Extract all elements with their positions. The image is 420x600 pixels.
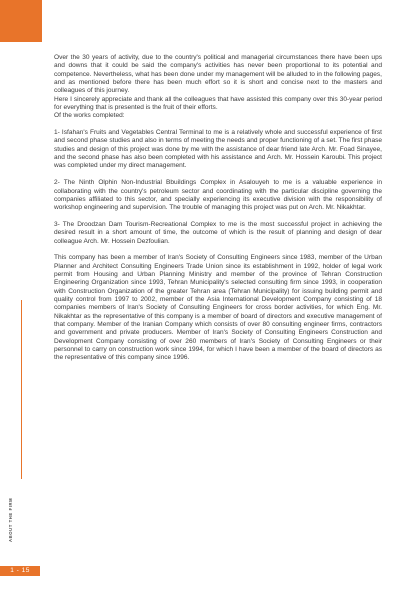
section-side-label: ABOUT THE FIRM xyxy=(8,497,13,542)
page-number-badge: 1 - 15 xyxy=(0,566,40,576)
work-item-3: 3- The Droodzan Dam Tourism-Recreational Complex to me is the most successful project in achieving the desired result in a short amount of time, the outcome of which is the result of planning and design of dear colleague Arch. Mr. Hossein Dezfoulian. xyxy=(54,220,382,245)
works-heading: Of the works completed: xyxy=(54,112,125,120)
company-memberships-paragraph: This company has been a member of Iran's Society of Consulting Engineers since 1983, member of the Urban Planner and Architect Consulting Engineers Trade Union since its establishment in 1992, holder of legal work permit from Housing and Urban Planning Ministry and member of the province of Tehran Construction Engineering Organization since 1993, Tehran Municipality's selected consulting firm since 1993, in cooperation with Construction Organization of the greater Tehran area (Tehran Municipality) for issuing building permit and quality control from 1997 to 2002, member of the Asia International Development Company consisting of 18 companies members of Iran's Society of Consulting Engineers for cross border activities, for which Eng. Mr. Nikakhtar as the representative of this company is a member of board of directors and executive management of that company. Member of the Iranian Company which consists of over 80 consulting engineer firms, contractors and government and private producers. Member of Iran's Society of Consulting Engineers Construction and Development Company consisting of over 260 members of Iran's Society of Consulting Engineers or their personnel to carry on construction work since 1994, for which I have been a member of the board of directors as the representative of this company since 1996. xyxy=(54,254,382,362)
appreciation-paragraph: Here I sincerely appreciate and thank all the colleagues that have assisted this company over this 30-year period for everything that is presented is the fruit of their efforts. xyxy=(54,95,382,112)
intro-paragraph: Over the 30 years of activity, due to the country's political and managerial circumstances there have been ups and downs that it could be said the company's activities has never been proportional to its potential and competence. Nevertheless, what has been done under my management will be alluded to in the following pages, and as mentioned before there has been much effort so it is short and concise next to the masters and colleagues of this journey. xyxy=(54,54,382,95)
article-body xyxy=(54,54,382,363)
side-rule xyxy=(21,300,22,479)
work-item-2: 2- The Ninth Olphin Non-Industrial Bbuildings Complex in Asalouyeh to me is a valuable experience in collaborating with the country's petroleum sector and coordinating with the particular discipline governing the companies affiliated to this sector, and specially experiencing its executive division with the responsibility of workshop engineering and supervision. The trouble of managing this project was put on Arch. Mr. Nikakhtar. xyxy=(54,179,382,212)
corner-accent-block xyxy=(0,0,42,42)
work-item-1: 1- Isfahan's Fruits and Vegetables Central Terminal to me is a relatively whole and successful experience of first and second phase studies and also in terms of meeting the needs and proper functioning of a set. The first phase studies and design of this project was done by me with the assistance of dear friend late Arch. Mr. Foad Sinayee, and the second phase has also been completed with his assistance and Arch. Mr. Hossein Karoubi. This project was completed under my direct management. xyxy=(54,129,382,170)
